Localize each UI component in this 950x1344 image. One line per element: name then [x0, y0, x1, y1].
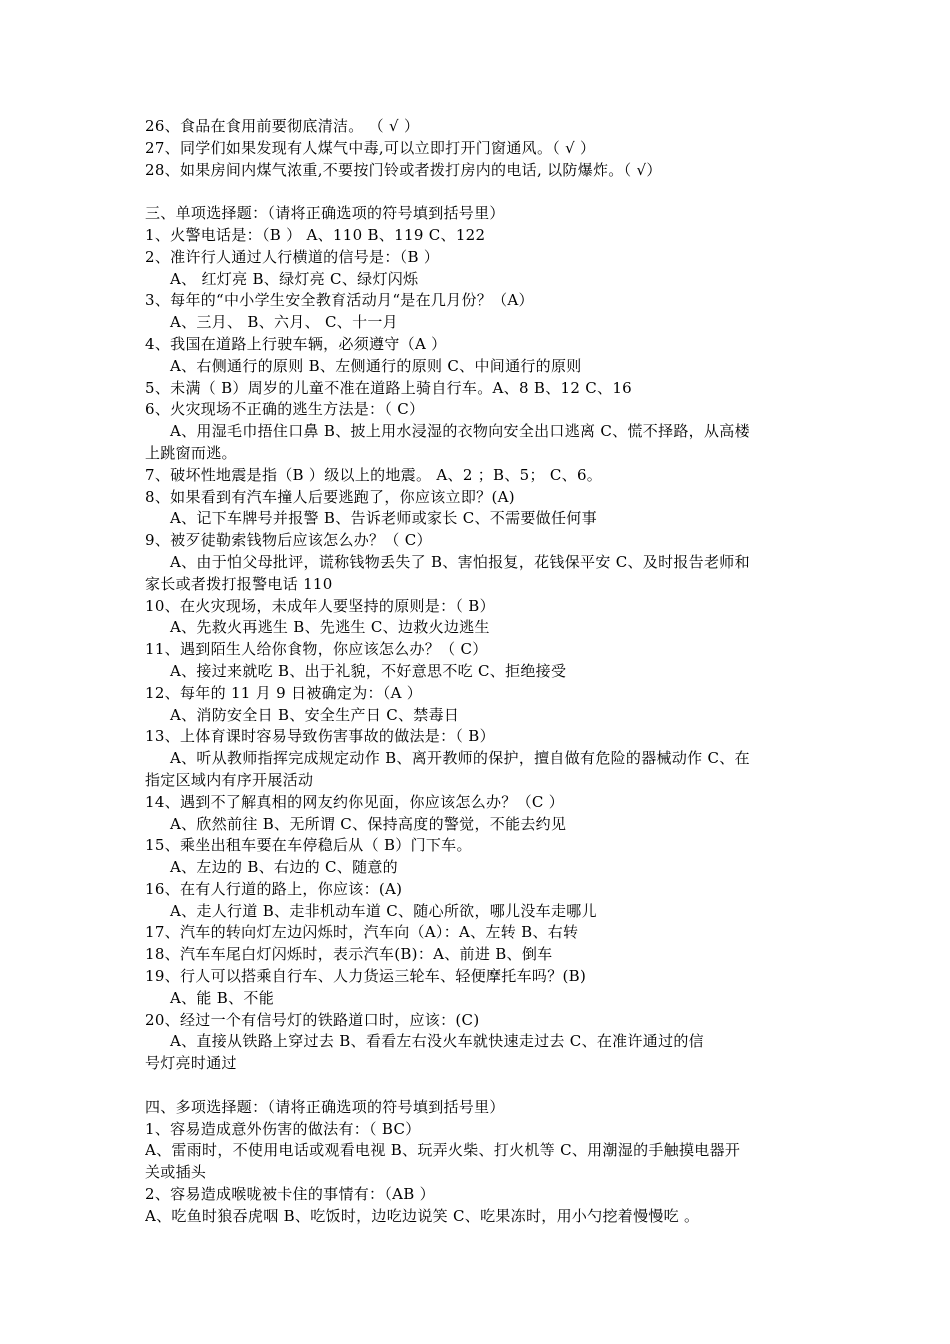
- blank-line: [145, 1075, 810, 1097]
- options-line: A、三月、 B、六月、 C、十一月: [170, 313, 398, 332]
- continuation-line: 号灯亮时通过: [145, 1054, 237, 1073]
- question-line: 17、汽车的转向灯左边闪烁时，汽车向（A）：A、左转 B、右转: [145, 923, 579, 942]
- options-line: A、左边的 B、右边的 C、随意的: [170, 858, 398, 877]
- options-line: A、接过来就吃 B、出于礼貌，不好意思不吃 C、拒绝接受: [170, 661, 567, 680]
- continuation-line: A、雷雨时，不使用电话或观看电视 B、玩弄火柴、打火机等 C、用潮湿的手触摸电器开: [145, 1141, 741, 1160]
- tf-item-line: 26、食品在食用前要彻底清洁。 （ √ ）: [145, 117, 420, 135]
- options-line: A、听从教师指挥完成规定动作 B、离开教师的保护，擅自做有危险的器械动作 C、在: [170, 749, 750, 768]
- question-line: 2、准许行人通过人行横道的信号是：（B ）: [145, 247, 440, 266]
- question-line: 9、被歹徒勒索钱物后应该怎么办？（ C）: [145, 531, 432, 550]
- question-line: 3、每年的“中小学生安全教育活动月“是在几月份？（A）: [145, 291, 534, 310]
- question-line: 19、行人可以搭乘自行车、人力货运三轮车、轻便摩托车吗？(B): [145, 967, 587, 986]
- section-heading-line: 三、单项选择题：（请将正确选项的符号填到括号里）: [145, 204, 505, 223]
- continuation-line: 指定区域内有序开展活动: [145, 770, 314, 789]
- options-line: A、由于怕父母批评，谎称钱物丢失了 B、害怕报复，花钱保平安 C、及时报告老师和: [170, 552, 750, 571]
- options-line: A、记下车牌号并报警 B、告诉老师或家长 C、不需要做任何事: [170, 509, 597, 528]
- continuation-line: 关或插头: [145, 1163, 207, 1182]
- question-line: 18、汽车车尾白灯闪烁时，表示汽车(B)：A、前进 B、倒车: [145, 945, 553, 964]
- question-line: 5、未满（ B）周岁的儿童不准在道路上骑自行车。A、8 B、12 C、16: [145, 378, 633, 397]
- continuation-line: A、吃鱼时狼吞虎咽 B、吃饭时，边吃边说笑 C、吃果冻时，用小勺挖着慢慢吃 。: [145, 1206, 700, 1225]
- options-line: A、右侧通行的原则 B、左侧通行的原则 C、中间通行的原则: [170, 356, 582, 375]
- options-line: A、直接从铁路上穿过去 B、看看左右没火车就快速走过去 C、在准许通过的信: [170, 1032, 704, 1051]
- question-line: 12、每年的 11 月 9 日被确定为：（A ）: [145, 683, 423, 702]
- options-line: A、消防安全日 B、安全生产日 C、禁毒日: [170, 705, 460, 724]
- question-line: 16、在有人行道的路上，你应该：(A): [145, 879, 403, 898]
- options-line: A、 红灯亮 B、绿灯亮 C、绿灯闪烁: [170, 269, 419, 288]
- question-line: 7、破坏性地震是指（B ）级以上的地震。 A、2 ；B、5； C、6。: [145, 465, 603, 484]
- question-line: 20、经过一个有信号灯的铁路道口时，应该：(C): [145, 1010, 480, 1029]
- question-line: 13、上体育课时容易导致伤害事故的做法是：（ B）: [145, 727, 495, 746]
- question-line: 6、火灾现场不正确的逃生方法是：（ C）: [145, 400, 425, 419]
- tf-item-line: 28、如果房间内煤气浓重,不要按门铃或者拨打房内的电话, 以防爆炸。（ √）: [145, 160, 662, 179]
- question-line: 8、如果看到有汽车撞人后要逃跑了，你应该立即？(A): [145, 487, 515, 506]
- question-line: 2、容易造成喉咙被卡住的事情有：（AB ）: [145, 1185, 435, 1204]
- continuation-line: 上跳窗而逃。: [145, 443, 237, 462]
- question-line: 11、遇到陌生人给你食物，你应该怎么办？（ C）: [145, 640, 488, 659]
- options-line: A、先救火再逃生 B、先逃生 C、边救火边逃生: [170, 618, 490, 637]
- question-line: 15、乘坐出租车要在车停稳后从（ B）门下车。: [145, 836, 472, 855]
- continuation-line: 家长或者拨打报警电话 110: [145, 574, 333, 593]
- options-line: A、能 B、不能: [170, 988, 275, 1007]
- options-line: A、用湿毛巾捂住口鼻 B、披上用水浸湿的衣物向安全出口逃离 C、慌不择路，从高楼: [170, 422, 750, 441]
- question-line: 1、容易造成意外伤害的做法有：（ BC）: [145, 1119, 421, 1138]
- tf-item-line: 27、同学们如果发现有人煤气中毒,可以立即打开门窗通风。（ √ ）: [145, 138, 596, 157]
- options-line: A、欣然前往 B、无所谓 C、保持高度的警觉，不能去约见: [170, 814, 567, 833]
- question-line: 1、火警电话是：（B ） A、110 B、119 C、122: [145, 225, 486, 244]
- question-line: 10、在火灾现场，未成年人要坚持的原则是：（ B）: [145, 596, 495, 615]
- blank-line: [145, 181, 810, 203]
- question-line: 14、遇到不了解真相的网友约你见面，你应该怎么办？（C ）: [145, 792, 565, 811]
- question-line: 4、我国在道路上行驶车辆，必须遵守（A ）: [145, 334, 447, 353]
- options-line: A、走人行道 B、走非机动车道 C、随心所欲，哪儿没车走哪儿: [170, 901, 597, 920]
- document-body: [145, 116, 810, 1228]
- section-heading-line: 四、多项选择题：（请将正确选项的符号填到括号里）: [145, 1097, 505, 1116]
